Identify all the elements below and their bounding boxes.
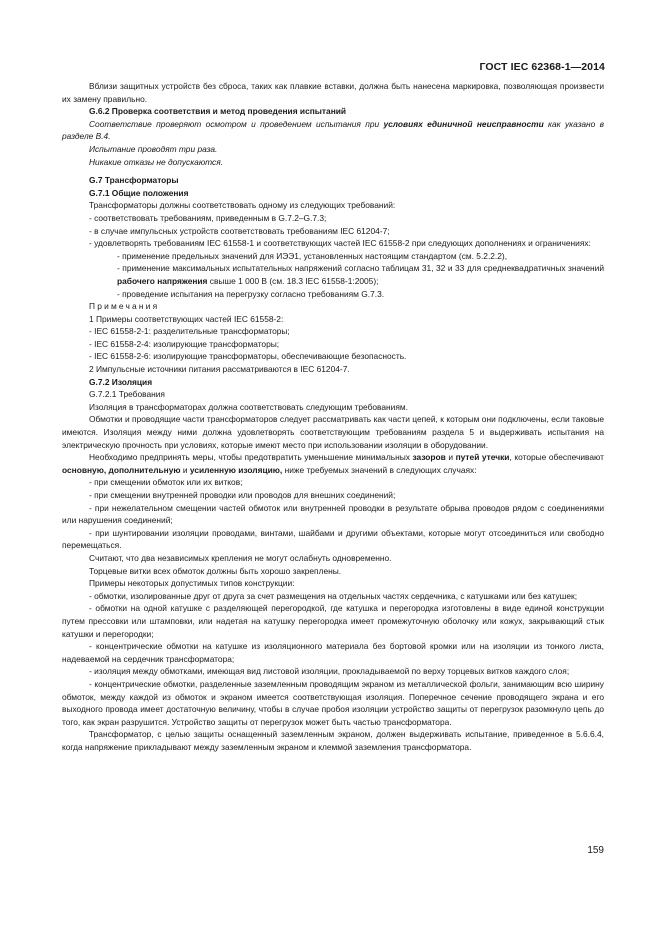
text-run: - концентрические обмотки на катушке из изоляционного материала без бортовой кромки или на изоляции из тонкого листа, надеваемой на сердечник трансформатора; [62, 641, 604, 664]
paragraph [62, 250, 604, 263]
paragraph [62, 590, 604, 603]
text-run: G.7.2.1 Требования [89, 389, 165, 400]
text-run: , которые обеспечивают [509, 452, 604, 463]
paragraph [62, 325, 604, 338]
page-body [62, 80, 604, 753]
text-run: как указано в разделе B.4. [62, 118, 604, 142]
bold-term: основную, дополнительную [62, 464, 181, 475]
text-run: Примечания [89, 301, 160, 312]
text-run: Примеры некоторых допустимых типов конструкции: [89, 578, 295, 589]
paragraph [62, 577, 604, 590]
text-run: - при смещении внутренней проводки или проводов для внешних соединений; [89, 490, 396, 500]
text-run: - концентрические обмотки, разделенные заземленным проводящим экраном из металлической фольги, занимающим всю ширину обмоток, между каждой из обмоток и экраном имеется соответствующая изоляция. Поперечное сечение проводящего экрана и его выходного провода имеет достаточную величину, чтобы в случае пробоя изоляции устройство защиты от перегрузок разомкнуло цепь до того, как экран разрушится. Устройство защиты от перегрузок может быть частью трансформатора. [62, 678, 604, 727]
bold-term: рабочего напряжения [117, 275, 208, 286]
text-run: ниже требуемых значений в следующих случаях: [282, 464, 477, 475]
paragraph [62, 300, 604, 313]
paragraph [62, 199, 604, 212]
paragraph [62, 313, 604, 326]
paragraph [62, 118, 604, 143]
paragraph [62, 665, 604, 678]
text-run: G.7 Трансформаторы [89, 175, 179, 186]
text-run: - при смещении обмоток или их витков; [89, 477, 243, 488]
paragraph [62, 527, 604, 552]
text-run: Обмотки и проводящие части трансформаторов следует рассматривать как части цепей, к которым они подключены, если таковые имеются. Изоляция между ними должна удовлетворять соответствующим требованиям раздела 5 и выдерживать испытания на электрическую прочность при условиях, которые имеют место при использовании изоляции в оборудовании. [62, 414, 604, 450]
paragraph [62, 476, 604, 489]
bold-term: зазоров [412, 452, 446, 463]
text-run: - в случае импульсных устройств соответствовать требованиям IEC 61204-7; [89, 225, 390, 236]
text-run: 1 Примеры соответствующих частей IEC 61558-2: [89, 313, 284, 324]
paragraph [62, 552, 604, 565]
text-run: - IEC 61558-2-6: изолирующие трансформаторы, обеспечивающие безопасность. [89, 351, 407, 362]
text-run: - при нежелательном смещении частей обмоток или внутренней проводки в результате обрыва проводов рядом с соединениями или нарушения соединений; [62, 502, 604, 526]
paragraph [62, 105, 604, 118]
paragraph [62, 174, 604, 187]
text-run: Считают, что два независимых крепления не могут ослабнуть одновременно. [89, 552, 392, 563]
paragraph [62, 502, 604, 527]
paragraph [62, 80, 604, 105]
paragraph [62, 401, 604, 414]
paragraph [62, 288, 604, 301]
text-run: G.6.2 Проверка соответствия и метод проведения испытаний [89, 106, 347, 117]
standard-header: ГОСТ IEC 62368-1—2014 [479, 61, 605, 73]
paragraph [62, 388, 604, 401]
paragraph [62, 376, 604, 389]
text-run: и [180, 464, 190, 475]
paragraph [62, 237, 604, 250]
paragraph [62, 187, 604, 200]
text-run: свыше 1 000 В (см. 18.3 IEC 61558-1:2005); [207, 275, 379, 286]
text-run: Необходимо предпринять меры, чтобы предотвратить уменьшение минимальных [89, 452, 413, 463]
paragraph [62, 262, 604, 287]
text-run: - соответствовать требованиям, приведенным в G.7.2–G.7.3; [89, 212, 327, 223]
text-run: - применение предельных значений для ИЭЭ1, установленных настоящим стандартом (см. 5.2.2.2), [117, 250, 508, 261]
paragraph [62, 212, 604, 225]
bold-term: условиях единичной неисправности [383, 118, 544, 129]
bold-term: путей утечки [455, 452, 510, 463]
text-run: Трансформатор, с целью защиты оснащенный заземленным экраном, должен выдерживать испытание, приведенное в 5.6.6.4, когда напряжение прикладывают между заземленным экраном и клеммой заземления трансформатора. [62, 729, 604, 752]
paragraph [62, 489, 604, 502]
text-run: - обмотки на одной катушке с разделяющей перегородкой, где катушка и перегородка изготовлены в виде единой конструкции путем прессовки или штамповки, или надетая на катушку перегородка имеет промежуточную оболочку или кожух, закрывающий стык катушки и перегородки; [62, 603, 604, 639]
paragraph [62, 602, 604, 640]
text-run: - проведение испытания на перегрузку согласно требованиям G.7.3. [117, 288, 385, 299]
text-run: и [445, 452, 456, 463]
text-run: - IEC 61558-2-4: изолирующие трансформаторы; [89, 338, 280, 349]
text-run: Соответствие проверяют осмотром и проведением испытания при [89, 118, 384, 129]
text-run: 2 Импульсные источники питания рассматриваются в IEC 61204-7. [89, 364, 350, 375]
paragraph [62, 338, 604, 351]
paragraph [62, 640, 604, 665]
text-run: Вблизи защитных устройств без сброса, таких как плавкие вставки, должна быть нанесена маркировка, позволяющая произвести их замену правильно. [62, 81, 604, 104]
page-number: 159 [587, 845, 604, 856]
text-run: - изоляция между обмотками, имеющая вид листовой изоляции, прокладываемой по верху торцевых витков каждого слоя; [89, 666, 570, 677]
text-run: - IEC 61558-2-1: разделительные трансформаторы; [89, 326, 290, 337]
text-run: - применение максимальных испытательных напряжений согласно таблицам 31, 32 и 33 для среднеквадратичных значений [117, 263, 604, 274]
paragraph [62, 363, 604, 376]
paragraph [62, 225, 604, 238]
bold-term: усиленную изоляцию, [189, 464, 283, 475]
text-run: Никакие отказы не допускаются. [89, 156, 224, 167]
text-run: - при шунтировании изоляции проводами, винтами, шайбами и другими объектами, которые могут отсоединиться или свободно перемещаться. [62, 527, 604, 551]
paragraph [62, 143, 604, 156]
text-run: Изоляция в трансформаторах должна соответствовать следующим требованиям. [89, 401, 408, 412]
text-run: - обмотки, изолированные друг от друга за счет размещения на отдельных частях сердечника, с катушками или без катушек; [89, 590, 578, 601]
paragraph [62, 350, 604, 363]
text-run: Трансформаторы должны соответствовать одному из следующих требований: [89, 200, 396, 211]
paragraph [62, 451, 604, 476]
paragraph [62, 413, 604, 451]
paragraph [62, 678, 604, 728]
text-run: G.7.1 Общие положения [89, 187, 189, 198]
paragraph [62, 156, 604, 169]
text-run: G.7.2 Изоляция [89, 376, 153, 387]
text-run: Испытание проводят три раза. [89, 143, 218, 154]
paragraph [62, 565, 604, 578]
text-run: - удовлетворять требованиям IEC 61558-1 и соответствующих частей IEC 61558-2 при следующих дополнениях и ограничениях: [89, 238, 591, 249]
paragraph [62, 728, 604, 753]
text-run: Торцевые витки всех обмоток должны быть хорошо закреплены. [89, 565, 342, 576]
